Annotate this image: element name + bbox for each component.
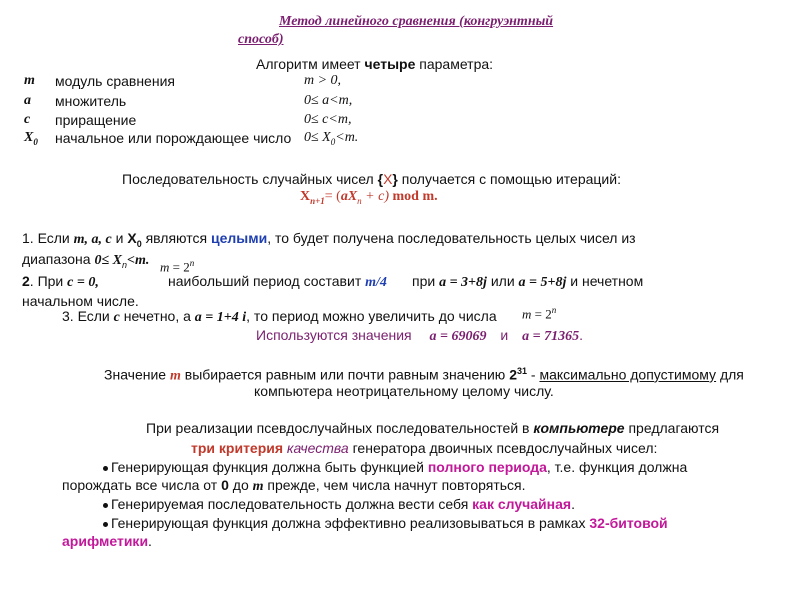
- set-close: }: [392, 171, 398, 187]
- x0-cond-sub: 0: [330, 136, 336, 147]
- c3-highlight: 32-битовой: [589, 515, 668, 531]
- param-symbol-c: c: [24, 112, 31, 127]
- item1-line2-cond: 0≤ X: [94, 253, 122, 268]
- item2-m4: m/4: [365, 275, 387, 290]
- sequence-post: получается с помощью итераций:: [397, 171, 621, 187]
- criterion-3-line1: [103, 515, 668, 531]
- item1-x0-sub: 0: [136, 238, 142, 249]
- formula-x: X: [300, 189, 311, 204]
- param-desc-c: приращение: [55, 112, 137, 128]
- sequence-text: [122, 171, 621, 187]
- ml2-m: m: [522, 306, 532, 322]
- c3-line2-post: .: [148, 533, 152, 549]
- param-cond-c: 0≤ c<m,: [304, 112, 352, 127]
- item1-are: являются: [141, 230, 211, 246]
- formula-mid: = (: [324, 189, 341, 204]
- intro-suffix: параметра:: [415, 56, 494, 72]
- mvalue-pow-base: 2: [509, 366, 517, 383]
- formula-sub: n+1: [310, 195, 325, 206]
- item1-line2-sub: n: [121, 259, 127, 270]
- x0-cond-pre: 0≤ X: [304, 130, 331, 145]
- param-desc-x0: начальное или порождающее число: [55, 130, 292, 146]
- ml1-exp: n: [189, 258, 195, 268]
- intro-prefix: Алгоритм имеет: [256, 56, 365, 72]
- item1-and: и: [111, 230, 128, 246]
- c1-mid: до: [228, 477, 253, 493]
- c1-post: , т.е. функция должна: [546, 459, 688, 475]
- item1-line2-post: <m.: [127, 253, 150, 268]
- item1-line1: [22, 230, 636, 249]
- used-and: и: [500, 327, 509, 343]
- item2-mid-text: наибольший период составит: [168, 273, 366, 289]
- item2-when-text: при: [412, 273, 440, 289]
- criteria-line2-post: генератора двоичных псевдослучайных чисел:: [348, 440, 658, 456]
- c2-pre: Генерируемая последовательность должна вести себя: [111, 496, 473, 512]
- param-symbol-x0: [24, 130, 38, 147]
- set-open: {: [377, 171, 384, 187]
- item3-pre: 3. Если: [62, 308, 114, 324]
- item1-line2-pre: диапазона: [22, 251, 95, 267]
- used-values: [256, 327, 583, 345]
- criteria-pre: При реализации псевдослучайных последовательностей в: [146, 420, 534, 436]
- page-title: Метод линейного сравнения (конгруэнтный: [279, 14, 554, 29]
- criteria-line1: [146, 420, 719, 436]
- criterion-1-line1: [103, 459, 687, 475]
- item2-line1: [22, 273, 99, 291]
- used-v2: a = 71365: [522, 329, 580, 344]
- criterion-2: [103, 496, 575, 512]
- criteria-three: три критерия: [191, 440, 284, 456]
- math-label-m-2n-2: [522, 305, 556, 322]
- criteria-bold: компьютере: [533, 420, 625, 436]
- set-x: X: [383, 171, 393, 187]
- item1-line2: [22, 251, 149, 270]
- c1-line2-post: прежде, чем числа начнут повторяться.: [263, 477, 526, 493]
- param-cond-x0: [304, 130, 358, 147]
- item3-odd: нечетно, а: [119, 308, 195, 324]
- criterion-1-line2: [62, 477, 526, 495]
- m-value-line1: [104, 366, 744, 385]
- mvalue-underlined: максимально допустимому: [539, 366, 717, 383]
- mvalue-mid: выбирается равным или почти равным значению: [180, 366, 510, 383]
- item2-mid: [168, 273, 387, 291]
- mvalue-dash: -: [527, 366, 540, 383]
- used-pre: Используются значения: [256, 327, 412, 343]
- param-cond-a: 0≤ a<m,: [304, 93, 353, 108]
- param-desc-m: модуль сравнения: [55, 73, 175, 89]
- formula-ax: aX: [340, 189, 358, 204]
- item1-pre: 1. Если: [22, 230, 74, 246]
- item2-or: или: [486, 273, 519, 289]
- item3-c: c: [113, 310, 120, 325]
- item2-post: и нечетном: [566, 273, 644, 289]
- param-cond-m: m > 0,: [304, 73, 342, 88]
- param-symbol-m: m: [24, 73, 35, 88]
- bullet-icon: [103, 522, 108, 527]
- criteria-quality: качества: [283, 440, 349, 456]
- param-symbol-a: a: [24, 93, 31, 108]
- ml1-eq: = 2: [169, 259, 190, 275]
- bullet-icon: [103, 503, 108, 508]
- ml2-eq: = 2: [531, 306, 552, 322]
- item2-line2: начальном числе.: [22, 293, 139, 309]
- c1-m: m: [252, 479, 264, 494]
- item2-a2: a = 5+8j: [518, 275, 567, 290]
- param-desc-a: множитель: [55, 93, 127, 109]
- criteria-line2: [191, 440, 657, 456]
- mvalue-pre: Значение: [104, 366, 170, 383]
- item3-post: , то период можно увеличить до числа: [246, 308, 497, 324]
- item3-line: [62, 308, 497, 326]
- used-v1: a = 69069: [429, 329, 487, 344]
- item2-a1: a = 3+8j: [439, 275, 487, 290]
- formula-plus: + c): [361, 189, 393, 204]
- c1-pre: Генерирующая функция должна быть функцией: [111, 459, 428, 475]
- mvalue-m: m: [169, 368, 181, 384]
- item2-num: 2: [22, 273, 30, 289]
- intro-text: [256, 56, 493, 72]
- item2-when: [412, 273, 643, 291]
- used-dot: .: [579, 327, 583, 343]
- intro-bold: четыре: [364, 56, 416, 72]
- formula-n: n: [357, 195, 362, 206]
- mvalue-post: для: [716, 366, 744, 383]
- formula-mod: mod m.: [392, 189, 438, 204]
- item1-x0: X: [127, 230, 137, 246]
- iteration-formula: [300, 189, 438, 206]
- page-title-line2: способ): [238, 32, 284, 47]
- item2-pre: . При: [29, 273, 68, 289]
- item1-integers: целыми: [210, 230, 268, 246]
- c2-post: .: [571, 496, 575, 512]
- item1-post: , то будет получена последовательность целых чисел из: [267, 230, 636, 246]
- x0-subscript: 0: [33, 136, 38, 147]
- x0-letter: X: [24, 130, 34, 145]
- c3-pre: Генерирующая функция должна эффективно реализовываться в рамках: [111, 515, 590, 531]
- sequence-pre: Последовательность случайных чисел: [122, 171, 378, 187]
- bullet-icon: [103, 466, 108, 471]
- item1-vars: m, a, c: [73, 232, 112, 247]
- mvalue-pow-exp: 31: [516, 366, 527, 376]
- x0-cond-post: <m.: [335, 130, 359, 145]
- m-value-line2: компьютера неотрицательному целому числу.: [254, 383, 554, 399]
- c1-line2-pre: порождать все числа от: [62, 477, 222, 493]
- c1-highlight: полного периода: [427, 459, 547, 475]
- c3-line2-highlight: арифметики: [62, 533, 149, 549]
- item2-c0: c = 0,: [67, 275, 99, 290]
- criterion-3-line2: [62, 533, 152, 549]
- c2-highlight: как случайная: [472, 496, 572, 512]
- c1-zero: 0: [221, 477, 229, 493]
- ml1-m: m: [160, 259, 170, 275]
- ml2-exp: n: [551, 305, 557, 315]
- criteria-post: предлагаются: [624, 420, 720, 436]
- item3-a: a = 1+4 i: [194, 310, 247, 325]
